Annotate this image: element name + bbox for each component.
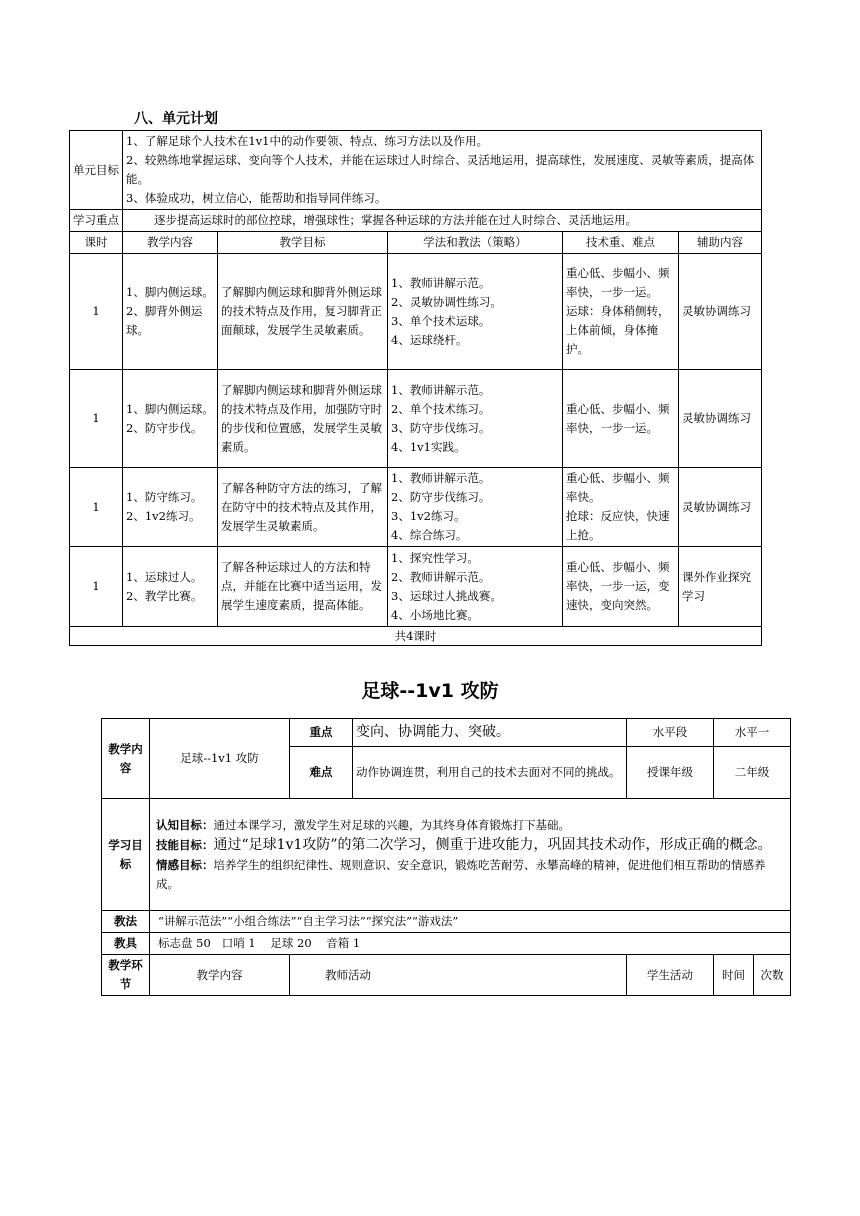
lesson-table (101, 718, 791, 996)
cognitive-text: 通过本课学习，激发学生对足球的兴趣，为其终身体育锻炼打下基础。 (213, 817, 570, 832)
level-label: 水平段 (627, 719, 714, 747)
method-label: 教法 (102, 911, 150, 933)
content-label: 教学内容 (102, 719, 150, 799)
skill-text: 通过“足球1v1攻防”的第二次学习，侧重于进攻能力，巩固其技术动作，形成正确的概念。 (213, 836, 772, 853)
row-content: 1、脚内侧运球。 2、防守步伐。 (123, 370, 218, 468)
col-teacher-label: 教师活动 (325, 967, 371, 982)
goal-3: 3、体验成功，树立信心，能帮助和指导同伴练习。 (126, 191, 387, 205)
row-keypoints: 重心低、步幅小、频率快，一步一运。 运球：身体稍侧转，上体前倾，身体掩护。 (563, 254, 679, 370)
header-aux: 辅助内容 (679, 232, 762, 254)
row-hours: 1 (70, 254, 123, 370)
row-content: 1、运球过人。 2、教学比赛。 (123, 547, 218, 627)
row-methods: 1、教师讲解示范。 2、灵敏协调性练习。 3、单个技术运球。 4、运球绕杆。 (388, 254, 563, 370)
affective-objective (156, 856, 784, 894)
unit-plan-table (69, 130, 762, 646)
header-objective: 教学目标 (218, 232, 388, 254)
equipment-label: 教具 (102, 933, 150, 955)
unit-goal-row (70, 131, 762, 210)
difficulty-value: 动作协调连贯，利用自己的技术去面对不同的挑战。 (353, 747, 627, 799)
row-objective: 了解各种防守方法的练习，了解在防守中的技术特点及其作用，发展学生灵敏素质。 (218, 468, 388, 547)
stage-header-row (102, 955, 791, 996)
row-aux: 灵敏协调练习 (679, 468, 762, 547)
row-methods: 1、教师讲解示范。 2、单个技术练习。 3、防守步伐练习。 4、1v1实践。 (388, 370, 563, 468)
row-objective: 了解脚内侧运球和脚背外侧运球的技术特点及作用，加强防守时的步伐和位置感，发展学生灵敏素质。 (218, 370, 388, 468)
row-methods: 1、探究性学习。 2、教师讲解示范。 3、运球过人挑战赛。 4、小场地比赛。 (388, 547, 563, 627)
row-keypoints: 重心低、步幅小、频率快，一步一运。 (563, 370, 679, 468)
row-objective: 了解脚内侧运球和脚背外侧运球的技术特点及作用，复习脚背正面颠球，发展学生灵敏素质。 (218, 254, 388, 370)
row-content: 1、脚内侧运球。 2、脚背外侧运球。 (123, 254, 218, 370)
row-content: 1、防守练习。 2、1v2练习。 (123, 468, 218, 547)
row-hours: 1 (70, 370, 123, 468)
cognitive-label: 认知目标： (156, 817, 214, 832)
lesson-key-row (102, 719, 791, 747)
row-aux: 灵敏协调练习 (679, 370, 762, 468)
row-aux: 灵敏协调练习 (679, 254, 762, 370)
objectives-row (102, 799, 791, 911)
skill-objective (156, 835, 784, 856)
key-value: 变向、协调能力、突破。 (353, 719, 627, 747)
cognitive-objective (156, 816, 784, 835)
affective-label: 情感目标： (156, 857, 214, 872)
affective-text: 培养学生的组织纪律性、规则意识、安全意识，锻炼吃苦耐劳、永攀高峰的精神，促进他们相互帮助的情感养成。 (156, 857, 766, 891)
col-teacher (290, 955, 627, 996)
plan-row (70, 547, 762, 627)
skill-label: 技能目标： (156, 837, 214, 852)
key-label: 重点 (290, 719, 353, 747)
grade-label: 授课年级 (627, 747, 714, 799)
goal-label: 单元目标 (70, 131, 123, 210)
header-hours: 课时 (70, 232, 123, 254)
objectives-label: 学习目标 (102, 799, 150, 911)
focus-label: 学习重点 (70, 210, 123, 232)
row-hours: 1 (70, 547, 123, 627)
equipment-value: 标志盘 50 口哨 1 足球 20 音箱 1 (150, 933, 791, 955)
row-objective: 了解各种运球过人的方法和特点，并能在比赛中适当运用，发展学生速度素质，提高体能。 (218, 547, 388, 627)
objectives-cell (150, 799, 791, 911)
row-keypoints: 重心低、步幅小、频率快。 抢球：反应快，快速上抢。 (563, 468, 679, 547)
level-value: 水平一 (714, 719, 791, 747)
col-time: 时间 (714, 955, 754, 996)
header-keypoints: 技术重、难点 (563, 232, 679, 254)
lesson-title: 足球--1v1 攻防 (361, 680, 499, 702)
col-content: 教学内容 (150, 955, 290, 996)
content-value: 足球--1v1 攻防 (150, 719, 290, 799)
total-hours: 共4课时 (70, 627, 762, 646)
row-aux: 课外作业探究学习 (679, 547, 762, 627)
goal-cell (123, 131, 762, 210)
total-row (70, 627, 762, 646)
plan-row (70, 254, 762, 370)
plan-row (70, 370, 762, 468)
unit-focus-row (70, 210, 762, 232)
header-content: 教学内容 (123, 232, 218, 254)
row-methods: 1、教师讲解示范。 2、防守步伐练习。 3、1v2练习。 4、综合练习。 (388, 468, 563, 547)
header-methods: 学法和教法（策略） (388, 232, 563, 254)
method-value: “讲解示范法”“小组合练法”“自主学习法”“探究法”“游戏法” (150, 911, 791, 933)
col-count: 次数 (754, 955, 791, 996)
row-hours: 1 (70, 468, 123, 547)
focus-text: 逐步提高运球时的部位控球，增强球性；掌握各种运球的方法并能在过人时综合、灵活地运用。 (123, 210, 762, 232)
equipment-row (102, 933, 791, 955)
row-keypoints: 重心低、步幅小、频率快，一步一运，变速快，变向突然。 (563, 547, 679, 627)
difficulty-label: 难点 (290, 747, 353, 799)
col-student-visible: 学生活动 (627, 955, 714, 996)
method-row (102, 911, 791, 933)
plan-row (70, 468, 762, 547)
plan-header-row (70, 232, 762, 254)
grade-value: 二年级 (714, 747, 791, 799)
goal-2: 2、较熟练地掌握运球、变向等个人技术，并能在运球过人时综合、灵活地运用，提高球性，发展速度、灵敏等素质，提高体能。 (126, 153, 755, 186)
goal-1: 1、了解足球个人技术在1v1中的动作要领、特点、练习方法以及作用。 (126, 134, 488, 148)
stage-label: 教学环节 (102, 955, 150, 996)
section-title: 八、单元计划 (134, 111, 218, 127)
